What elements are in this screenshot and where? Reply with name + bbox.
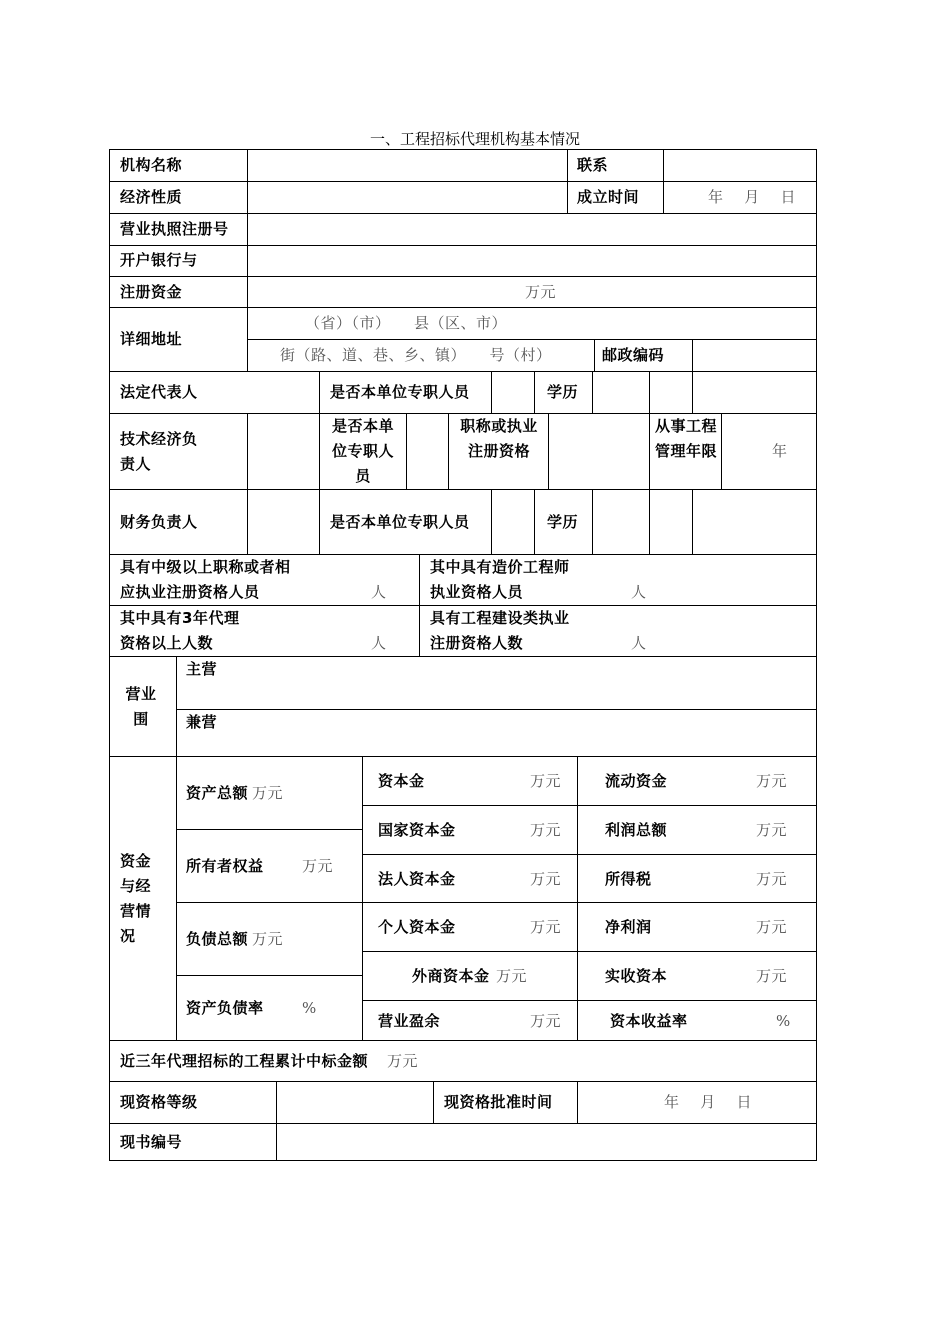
income-tax-unit: 万元 [756, 870, 788, 888]
legal-rep-fulltime-label: 是否本单位专职人员 [330, 383, 470, 401]
cost-eng-label: 其中具有造价工程师执业资格人员 [430, 558, 570, 601]
finance-section-label: 资金与经营情况 [120, 852, 152, 945]
legal-capital-label: 法人资本金 [378, 870, 456, 888]
scope-label: 营业围 [125, 685, 157, 728]
debt-ratio-unit: % [302, 999, 317, 1017]
state-capital-label: 国家资本金 [378, 821, 456, 839]
liabilities-label: 负债总额 [186, 930, 249, 948]
return-rate-unit: % [776, 1012, 791, 1030]
address-line2: 街（路、道、巷、乡、镇） 号（村） [280, 346, 552, 364]
postcode-label: 邮政编码 [602, 346, 665, 364]
nature-label: 经济性质 [120, 188, 183, 206]
bank-label: 开户银行与 [120, 251, 198, 269]
approval-time-label: 现资格批准时间 [444, 1093, 553, 1111]
capital-fund-unit: 万元 [530, 772, 562, 790]
personal-capital-unit: 万元 [530, 918, 562, 936]
founded-label: 成立时间 [577, 188, 640, 206]
working-capital-label: 流动资金 [605, 772, 668, 790]
equity-label: 所有者权益 [186, 857, 264, 875]
liabilities-unit: 万元 [252, 930, 284, 948]
capital-label: 注册资金 [120, 283, 183, 301]
foreign-capital-label: 外商资本金 [412, 967, 490, 985]
equity-unit: 万元 [302, 857, 334, 875]
legal-capital-unit: 万元 [530, 870, 562, 888]
title-qual-label: 职称或执业注册资格 [460, 417, 538, 460]
page-title: 一、工程招标代理机构基本情况 [369, 130, 580, 148]
net-profit-label: 净利润 [605, 918, 652, 936]
debt-ratio-label: 资产负债率 [186, 999, 264, 1017]
state-capital-unit: 万元 [530, 821, 562, 839]
net-profit-unit: 万元 [756, 918, 788, 936]
grade-label: 现资格等级 [120, 1093, 198, 1111]
three-year-unit: 人 [371, 634, 387, 652]
three-year-amount-label: 近三年代理招标的工程累计中标金额 [120, 1052, 369, 1070]
total-assets-unit: 万元 [252, 784, 284, 802]
legal-rep-education-label: 学历 [547, 383, 579, 401]
capital-fund-label: 资本金 [378, 772, 425, 790]
paid-capital-label: 实收资本 [605, 967, 668, 985]
surplus-label: 营业盈余 [378, 1012, 441, 1030]
main-biz-label: 主营 [186, 660, 218, 678]
legal-rep-label: 法定代表人 [120, 383, 198, 401]
side-biz-label: 兼营 [186, 713, 218, 731]
personal-capital-label: 个人资本金 [378, 918, 456, 936]
construction-unit: 人 [631, 634, 647, 652]
finance-education-label: 学历 [547, 513, 579, 531]
license-label: 营业执照注册号 [120, 220, 229, 238]
founded-date-unit: 年 月 日 [708, 188, 797, 206]
income-tax-label: 所得税 [605, 870, 652, 888]
finance-fulltime-label: 是否本单位专职人员 [330, 513, 470, 531]
foreign-capital-unit: 万元 [496, 967, 528, 985]
capital-unit: 万元 [525, 283, 557, 301]
address-line1: （省）（市） 县（区、市） [305, 314, 508, 332]
mid-title-label: 具有中级以上职称或者相应执业注册资格人员 [120, 558, 291, 601]
return-rate-label: 资本收益率 [610, 1012, 688, 1030]
total-profit-label: 利润总额 [605, 821, 668, 839]
paid-capital-unit: 万元 [756, 967, 788, 985]
three-year-amount-unit: 万元 [387, 1052, 419, 1070]
total-assets-label: 资产总额 [186, 784, 249, 802]
years-mgmt-label: 从事工程管理年限 [654, 417, 717, 460]
working-capital-unit: 万元 [756, 772, 788, 790]
surplus-unit: 万元 [530, 1012, 562, 1030]
three-year-label: 其中具有3年代理资格以上人数 [120, 609, 240, 652]
tech-fulltime-label: 是否本单位专职人员 [331, 417, 394, 485]
cert-no-label: 现书编号 [120, 1133, 183, 1151]
contact-label: 联系 [577, 156, 609, 174]
address-label: 详细地址 [120, 330, 183, 348]
cost-eng-unit: 人 [631, 583, 647, 601]
finance-head-label: 财务负责人 [120, 513, 198, 531]
total-profit-unit: 万元 [756, 821, 788, 839]
org-name-label: 机构名称 [120, 156, 183, 174]
years-unit: 年 [772, 442, 788, 460]
approval-date-unit: 年 月 日 [664, 1093, 753, 1111]
tech-head-label: 技术经济负责人 [120, 430, 198, 473]
mid-title-unit: 人 [371, 583, 387, 601]
construction-label: 具有工程建设类执业注册资格人数 [430, 609, 570, 652]
